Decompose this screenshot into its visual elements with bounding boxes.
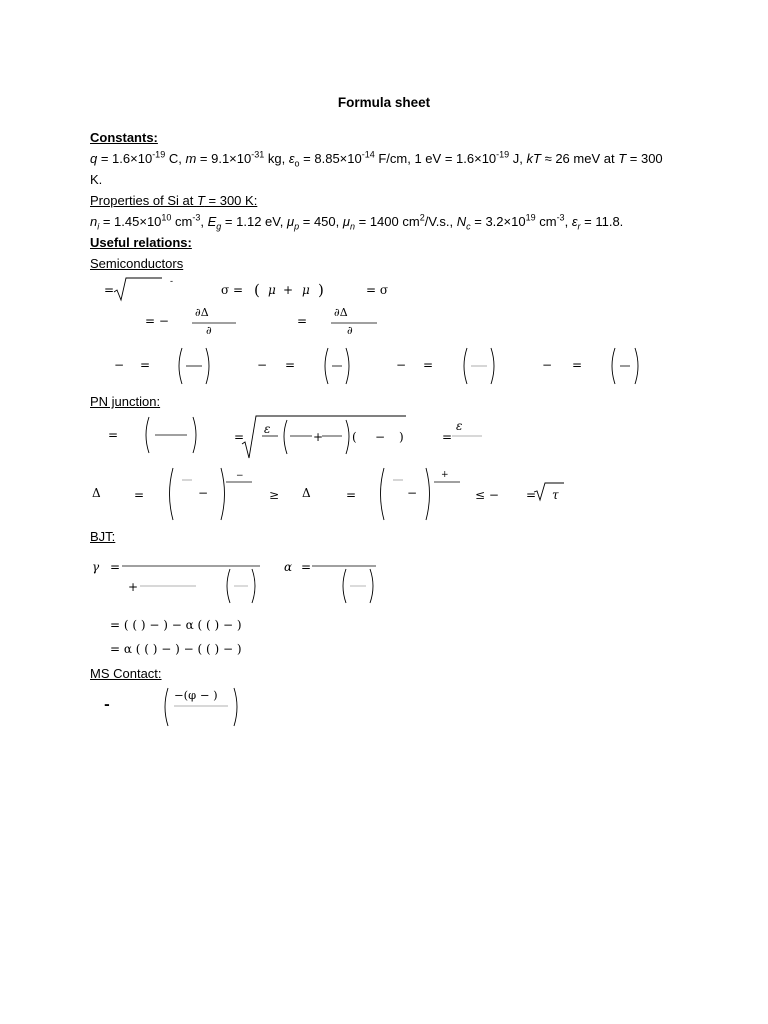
pn-leq: ≤ − [475, 488, 499, 502]
sc-eq-sign: = [104, 283, 115, 297]
r3b-minus: − [257, 358, 268, 372]
r3a-big-parens [176, 346, 212, 386]
r3d-eq: = [572, 358, 583, 372]
fraction-bar-2 [331, 322, 377, 324]
pn-paren-l: ( [352, 430, 357, 444]
pn-plus: + [313, 430, 324, 444]
r3c-big-parens [461, 346, 497, 386]
pn-delta-2: Δ [302, 486, 311, 500]
sqrt-symbol [114, 276, 174, 304]
pn-cap-bar [452, 435, 482, 437]
pn-sup-bar-2 [434, 481, 460, 483]
ms-contact-heading: MS Contact: [90, 666, 162, 681]
r3b-eq: = [285, 358, 296, 372]
si-properties-line: $n_i = 1.45\times 10^{10}$ $cm^{-3}$, $E_g = 1.12$ eV, $\mu_p = 450$, $\mu_n = 1400$ $cm^2/V.s$., $N_c = 3.2\times 10^{19}$ $cm^{-3}$, $\varepsilon_r = 11.8$. [90, 212, 624, 232]
partial-1: ∂ [206, 324, 212, 337]
pn-paren-r: ) [399, 430, 404, 444]
pn-minus: − [375, 430, 386, 444]
pn-eq2: = [234, 430, 245, 444]
pn-tau: τ [552, 488, 559, 502]
page-title: Formula sheet [337, 95, 431, 110]
pn-excess-parens-2 [377, 466, 433, 522]
ebers-moll-1: = ( ( ) − ) − α ( ( ) − ) [110, 618, 242, 632]
ebers-moll-2: = α ( ( ) − ) − ( ( ) − ) [110, 642, 242, 656]
pn-eq4: = [134, 488, 145, 502]
pn-eq3: = [442, 430, 453, 444]
ms-exp-inner: −(φ − ) [174, 688, 218, 702]
mu-p: μ [302, 283, 310, 297]
pn-epsilon-1: ε [264, 422, 271, 436]
si-properties-heading: Properties of Si at T = 300 K: [90, 193, 258, 208]
pn-eq6: = [526, 488, 537, 502]
pn-sqrt-dtau [534, 482, 566, 502]
paren-right: ) [318, 281, 324, 299]
bjt-eq1: = [110, 560, 121, 574]
bjt-gamma-fraction [122, 565, 262, 607]
diffusion-eq-minus: = − [145, 314, 169, 328]
ms-dash: - [104, 697, 110, 713]
constants-line: $q = 1.6\times 10^{-19}$ C, $m = 9.1\times 10^{-31}$ kg, $\varepsilon_o = 8.85\times 10^{-14}$ F/cm, 1 eV = $1.6\times 10^{-19}$ J, kT ≈ 26 meV at T = 300 [90, 149, 663, 169]
pn-sup-plus: + [441, 470, 449, 480]
useful-relations-heading: Useful relations: [90, 235, 192, 250]
bjt-heading: BJT: [90, 529, 116, 544]
r3a-minus: − [114, 358, 125, 372]
pn-junction-heading: PN junction: [90, 394, 161, 409]
mu-n: μ [268, 283, 276, 297]
bjt-gamma: γ [92, 560, 100, 574]
pn-epsilon-2: ε [456, 419, 463, 433]
r3d-big-parens [609, 346, 641, 386]
plus-sign: + [283, 283, 294, 297]
bjt-alpha-fraction [312, 565, 378, 607]
pn-vbi-parens [143, 415, 199, 455]
r3d-minus: − [542, 358, 553, 372]
paren-left: ( [254, 281, 260, 299]
pn-minus-3: − [407, 486, 418, 500]
sigma-eq: σ = [221, 283, 244, 297]
bjt-alpha: α [284, 560, 293, 574]
r3c-minus: − [396, 358, 407, 372]
bjt-plus: + [128, 580, 139, 594]
partial-delta-1: ∂Δ [195, 306, 209, 319]
pn-geq: ≥ [269, 488, 280, 502]
semiconductors-heading: Semiconductors [90, 256, 184, 271]
pn-sup-bar-1 [226, 481, 252, 483]
r3a-eq: = [140, 358, 151, 372]
constants-heading: Constants: [90, 130, 158, 145]
diffusion-eq-2: = [297, 314, 308, 328]
constants-line-2: K. [90, 172, 103, 187]
pn-excess-parens-1 [166, 466, 228, 522]
pn-delta-1: Δ [92, 486, 101, 500]
partial-2: ∂ [347, 324, 353, 337]
pn-eq1: = [108, 428, 119, 442]
pn-minus-2: − [198, 486, 209, 500]
eq-sigma: = σ [366, 283, 389, 297]
r3c-eq: = [423, 358, 434, 372]
pn-sup-minus: − [236, 471, 244, 481]
r3b-big-parens [322, 346, 352, 386]
bjt-eq2: = [301, 560, 312, 574]
partial-delta-2: ∂Δ [334, 306, 348, 319]
fraction-bar-1 [192, 322, 236, 324]
sc-minus-exp: - [170, 277, 174, 287]
pn-eq5: = [346, 488, 357, 502]
